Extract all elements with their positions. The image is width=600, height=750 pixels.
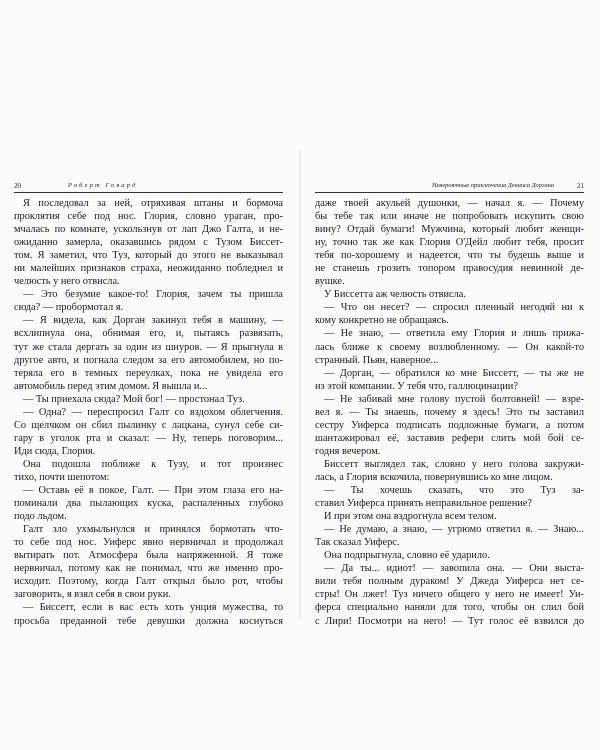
- text-line: том. Я заметил, что Туз, который до этого не выказывал: [14, 250, 283, 262]
- text-line: — Ты приехала сюда? Мой бог! — простонал Туз.: [23, 393, 245, 405]
- text-line: тут же стала дергать за один из шнуров. — Я прыгнула в: [14, 341, 283, 353]
- text-line: кому конкретно не обращаясь.: [315, 315, 449, 327]
- text-line: сюда? — пробормотал я.: [14, 302, 124, 314]
- text-line: челюсть у него отвисла.: [14, 276, 120, 288]
- text-line: тебя по-хорошему и надеется, что ты будешь выше и: [315, 250, 584, 262]
- left-page-number: 20: [14, 182, 21, 190]
- text-line: тихо, почти шепотом:: [14, 471, 110, 483]
- text-line: шантажировал её, заставив рефери слить мой бой се-: [315, 432, 584, 444]
- text-line: Со щелчком он сбил пылинку с лацкана, сунул себе си-: [14, 419, 283, 431]
- text-line: Так сказал Уиферс.: [315, 537, 400, 549]
- book-gutter: [298, 150, 302, 620]
- text-line: Иди сюда, Глория.: [14, 445, 96, 457]
- text-line: автомобиль перед этим домом. Я вышла и...: [14, 380, 208, 392]
- text-line: — Это безумие какое-то! Глория, зачем ты пришла: [23, 289, 283, 301]
- text-line: теряла его в темных переулках, пока не увидела его: [14, 367, 283, 379]
- text-line: вушке.: [315, 276, 345, 288]
- text-line: заговорить, я взял себя в свои руки.: [14, 589, 171, 601]
- text-line: Биссетт выглядел так, словно у него голова закружи-: [324, 458, 584, 470]
- text-line: У Биссетта аж челюсть отвисла.: [324, 289, 466, 301]
- text-line: просьба преданной тебе девушки должна коснуться: [14, 615, 283, 627]
- text-line: вину? Отдай бумаги! Мужчина, который любит женщи-: [315, 224, 584, 236]
- text-line: подо льдом.: [14, 511, 67, 523]
- text-line: даже твоей акульей душонки, — начал я. — Почему: [315, 198, 584, 209]
- text-line: — Биссетт, если в вас есть хоть унция мужества, то: [23, 602, 283, 614]
- text-line: не станешь грозить топором правосудия невинной де-: [315, 263, 584, 275]
- text-line: — Дорган, — обратился ко мне Биссетт, — ты же не: [324, 367, 584, 379]
- text-line: лась ближе к своему возлюбленному. — Он какой-то: [315, 341, 584, 353]
- left-page: [14, 181, 283, 628]
- right-page-number: 21: [577, 182, 584, 190]
- text-line: — Одна? — переспросил Галт со вздохом облегчения.: [23, 406, 283, 418]
- text-line: Галт зло ухмыльнулся и принялся бормотать что-: [23, 524, 283, 536]
- text-line: ферса специально наняли для того, чтобы он слил бой: [315, 602, 584, 614]
- text-line: гару в уголок рта и сказал: — Ну, теперь поговорим...: [14, 432, 283, 444]
- text-line: — Оставь её в покое, Галт. — При этом глаза его на-: [23, 485, 283, 497]
- right-page-text: [315, 197, 584, 628]
- text-line: Я последовал за ней, отряхивая штаны и бормоча: [23, 198, 283, 209]
- text-line: с Лири! Посмотри на него! — Тут голос её взвился до: [315, 615, 584, 627]
- text-line: — Не знаю, — ответила ему Глория и лишь прижа-: [324, 328, 584, 340]
- text-line: Она подпрыгнула, словно её ударило.: [324, 550, 490, 562]
- left-running-title: Роберт Говард: [68, 182, 138, 189]
- text-line: Она подошла поближе к Тузу, и тот произнес: [23, 458, 283, 470]
- text-line: — Не забивай мне голову пустой болтовней! — взре-: [324, 393, 584, 405]
- text-line: бы тебе так или иначе не попробовать искупить свою: [315, 211, 584, 223]
- text-line: исходит. Поэтому, когда Галт открыл было рот, чтобы: [14, 576, 283, 588]
- text-line: странный. Пьян, наверное...: [315, 354, 439, 366]
- text-line: И при этом она вздрогнула всем телом.: [324, 511, 497, 523]
- left-page-header: [14, 181, 283, 193]
- text-line: проклятия себе под нос. Глория, словно ураган, про-: [14, 211, 283, 223]
- text-line: то себе под нос. Уиферс явно нервничал и продолжал: [14, 537, 283, 549]
- text-line: — Не думаю, а знаю, — угрюмо ответил я. — Знаю...: [324, 524, 584, 536]
- right-page-header: [315, 181, 584, 193]
- text-line: — Что он несет? — спросил пленный негодяй ни к: [324, 302, 584, 314]
- text-line: сестру Уиферса подписать подложные бумаги, а потом: [315, 419, 584, 431]
- text-line: — Ты хочешь сказать, что это Туз за-: [324, 485, 584, 497]
- text-line: вел я. — Ты знаешь, почему я здесь! Это ты заставил: [315, 406, 584, 418]
- text-line: ставил Уиферса принять неправильное решение?: [315, 498, 532, 510]
- text-line: лась, а Глория вскочила, повернувшись ко мне лицом.: [315, 471, 553, 483]
- text-line: нервничал, потому как не понимал, что же именно про-: [14, 563, 283, 575]
- text-line: из этой компании. У тебя что, галлюцинации?: [315, 380, 518, 392]
- text-line: вытирать пот. Атмосфера была напряженной. Я тоже: [14, 550, 283, 562]
- text-line: ни малейших признаков страха, неожиданно побледнел и: [14, 263, 283, 275]
- text-line: всхлипнула она, обнимая его, и, пытаясь развязать,: [14, 328, 283, 340]
- right-page: [315, 181, 584, 628]
- text-line: ну, точно так же как Глория О'Дейл любит тебя, просит: [315, 237, 584, 249]
- text-line: ожиданно замерла, оказавшись рядом с Тузом Биссет-: [14, 237, 283, 249]
- left-page-text: [14, 197, 283, 628]
- text-line: годня вечером.: [315, 445, 381, 457]
- text-line: вили тебя полным дураком! У Джеда Уиферса нет се-: [315, 576, 584, 588]
- text-line: поминали два пылающих куска, распаленных глубоко: [14, 498, 283, 510]
- text-line: другое авто, и погнала следом за его автомобилем, но по-: [14, 354, 283, 366]
- text-line: мчалась по комнате, ускользнув от лап Джо Галта, и не-: [14, 224, 283, 236]
- text-line: — Да ты... идиот! — завопила она. — Они выста-: [324, 563, 584, 575]
- text-line: — Я видела, как Дорган закинул тебя в машину, —: [23, 315, 283, 327]
- right-running-title: Невероятные приключения Денниса Доргана: [431, 182, 554, 189]
- text-line: стры! Он лжет! Туз ничего общего у него не имеет! Уи-: [315, 589, 584, 601]
